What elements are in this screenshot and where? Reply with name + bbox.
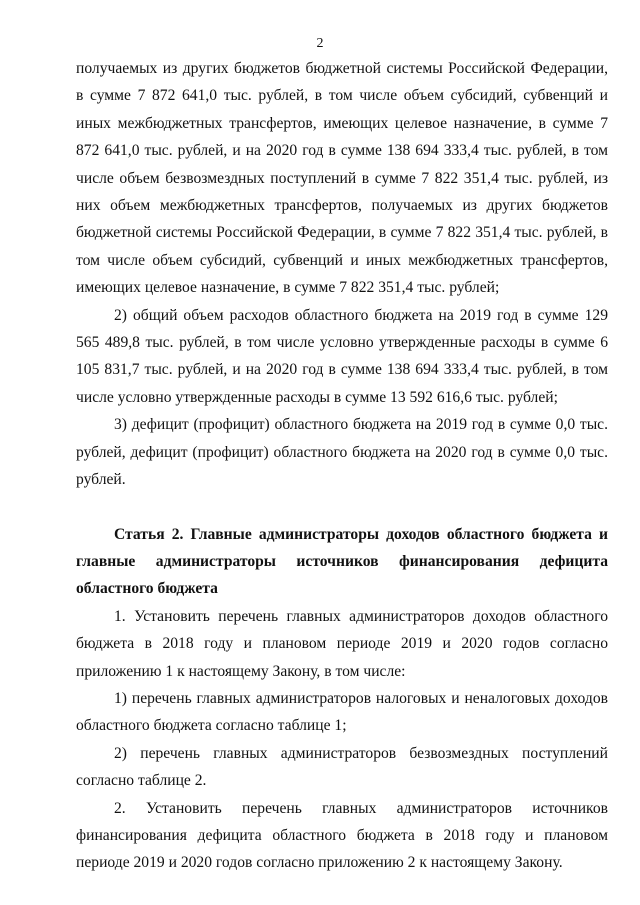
article-item-2: 2. Установить перечень главных администраторов источников финансирования дефицита областного бюджета в 2018 году и плановом периоде 2019 и 2020 годов согласно приложению 2 к настоящему Закону. xyxy=(76,799,608,872)
paragraph-continuation: получаемых из других бюджетов бюджетной системы Российской Федерации, в сумме 7 872 641,0 тыс. рублей, в том числе объем субсидий, субвенций и иных межбюджетных трансфертов, имеющих целевое назначение, в сумме 7 872 641,0 тыс. рублей, и на 2020 год в сумме 138 694 333,4 тыс. рублей, в том числе объем безвозмездных поступлений в сумме 7 822 351,4 тыс. рублей, из них объем межбюджетных трансфертов, получаемых из других бюджетов бюджетной системы Российской Федерации, в сумме 7 822 351,4 тыс. рублей, в том числе объем субсидий, субвенций и иных межбюджетных трансфертов, имеющих целевое назначение, в сумме 7 822 351,4 тыс. рублей; xyxy=(76,60,608,297)
article-subitem-1: 1) перечень главных администраторов налоговых и неналоговых доходов областного бюджета согласно таблице 1; xyxy=(76,689,608,735)
article-subitem-2: 2) перечень главных администраторов безвозмездных поступлений согласно таблице 2. xyxy=(76,744,608,790)
paragraph-deficit: 3) дефицит (профицит) областного бюджета на 2019 год в сумме 0,0 тыс. рублей, дефицит (профицит) областного бюджета на 2020 год в сумме 0,0 тыс. рублей. xyxy=(76,416,608,489)
page-number: 2 xyxy=(316,36,324,51)
document-body xyxy=(76,55,608,877)
article-item-1: 1. Установить перечень главных администраторов доходов областного бюджета в 2018 году и плановом периоде 2019 и 2020 годов согласно приложению 1 к настоящему Закону, в том числе: xyxy=(76,607,608,680)
paragraph-expenses: 2) общий объем расходов областного бюджета на 2019 год в сумме 129 565 489,8 тыс. рублей, в том числе условно утвержденные расходы в сумме 6 105 831,7 тыс. рублей, и на 2020 год в сумме 138 694 333,4 тыс. рублей, в том числе условно утвержденные расходы в сумме 13 592 616,6 тыс. рублей; xyxy=(76,306,608,406)
article-heading: Статья 2. Главные администраторы доходов областного бюджета и главные администраторы источников финансирования дефицита областного бюджета xyxy=(76,525,608,598)
